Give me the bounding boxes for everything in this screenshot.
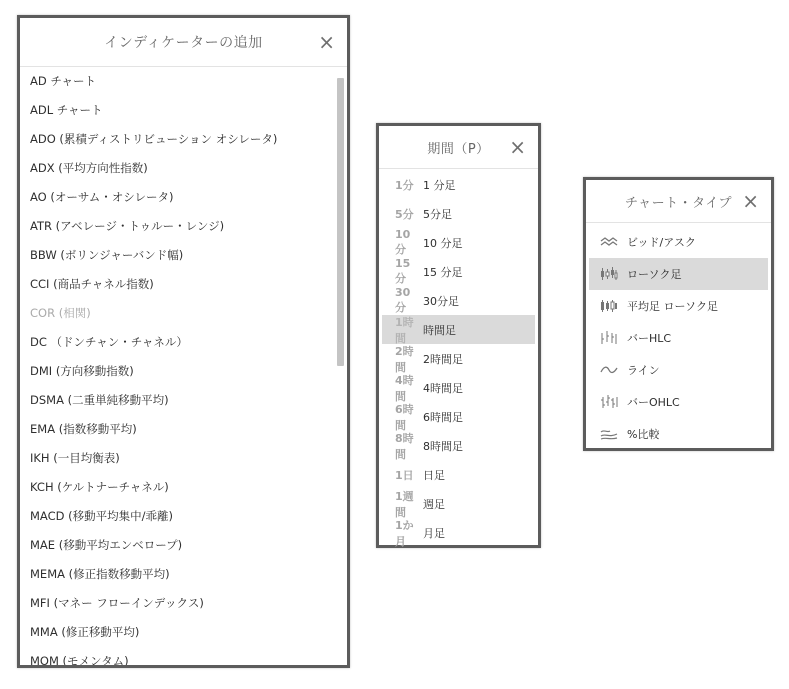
chart-type-label: ライン (627, 364, 660, 377)
period-dialog-title: 期間（P） (427, 141, 490, 157)
period-item[interactable] (382, 286, 535, 315)
period-item[interactable] (382, 431, 535, 460)
chart-type-item[interactable] (589, 418, 768, 450)
period-item[interactable] (382, 460, 535, 489)
indicator-item[interactable]: EMA (指数移動平均) (30, 422, 137, 436)
indicator-item[interactable]: AO (オーサム・オシレータ) (30, 190, 174, 204)
chart-type-label: バーOHLC (627, 396, 680, 409)
period-item[interactable] (382, 373, 535, 402)
heikin-ashi-icon (600, 299, 618, 313)
period-item[interactable] (382, 489, 535, 518)
period-item[interactable] (382, 170, 535, 199)
chart-type-item[interactable] (589, 258, 768, 290)
percent-compare-icon (600, 427, 618, 441)
indicator-item[interactable]: CCI (商品チャネル指数) (30, 277, 154, 291)
period-item[interactable] (382, 228, 535, 257)
chart-type-dialog-header (586, 180, 771, 223)
period-label: 2時間足 (423, 352, 463, 366)
period-label: 30分足 (423, 294, 459, 308)
close-icon[interactable]: × (509, 135, 526, 159)
period-item[interactable] (382, 257, 535, 286)
indicator-item[interactable]: ADO (累積ディストリビューション オシレータ) (30, 132, 278, 146)
period-key: 2時間 (395, 344, 414, 374)
chart-type-label: バーHLC (627, 332, 672, 345)
indicator-dialog (17, 15, 350, 668)
period-label: 8時間足 (423, 439, 463, 453)
period-key: 15分 (395, 257, 411, 285)
chart-type-item[interactable] (589, 386, 768, 418)
bid-ask-icon (600, 235, 618, 249)
indicator-item[interactable]: MMA (修正移動平均) (30, 625, 140, 639)
indicator-dialog-header (20, 18, 347, 67)
period-key: 10分 (395, 228, 411, 256)
indicator-item[interactable]: ADX (平均方向性指数) (30, 161, 148, 175)
period-list (379, 169, 538, 547)
period-label: 週足 (423, 497, 445, 511)
period-item[interactable] (382, 518, 535, 547)
chart-type-list (586, 223, 771, 450)
period-dialog-header (379, 126, 538, 169)
indicator-list[interactable] (20, 67, 333, 665)
period-label: 4時間足 (423, 381, 463, 395)
indicator-item[interactable]: MEMA (修正指数移動平均) (30, 567, 170, 581)
chart-type-label: ビッド/アスク (627, 236, 696, 249)
indicator-item[interactable]: AD チャート (30, 74, 97, 88)
period-label: 5分足 (423, 207, 452, 221)
chart-type-label: ローソク足 (627, 268, 682, 281)
period-label: 15 分足 (423, 265, 463, 279)
period-dialog (376, 123, 541, 548)
indicator-item[interactable]: DC （ドンチャン・チャネル） (30, 335, 188, 349)
period-label: 月足 (423, 526, 445, 540)
period-item[interactable] (382, 199, 535, 228)
indicator-item[interactable]: MACD (移動平均集中/乖離) (30, 509, 173, 523)
chart-type-item[interactable] (589, 354, 768, 386)
period-item[interactable] (382, 402, 535, 431)
bar-ohlc-icon (600, 395, 618, 409)
indicator-item[interactable]: DMI (方向移動指数) (30, 364, 134, 378)
indicator-item[interactable]: ADL チャート (30, 103, 103, 117)
indicator-item: COR (相関) (30, 306, 91, 320)
scrollbar-thumb[interactable] (337, 78, 344, 366)
period-key: 5分 (395, 207, 414, 221)
period-key: 1時間 (395, 315, 414, 345)
indicator-item[interactable]: KCH (ケルトナーチャネル) (30, 480, 169, 494)
period-key: 1週間 (395, 489, 414, 519)
indicator-item[interactable]: DSMA (二重単純移動平均) (30, 393, 169, 407)
indicator-item[interactable]: BBW (ボリンジャーバンド幅) (30, 248, 184, 262)
period-key: 4時間 (395, 373, 414, 403)
indicator-item[interactable]: ATR (アベレージ・トゥルー・レンジ) (30, 219, 225, 233)
period-item[interactable] (382, 344, 535, 373)
candlestick-icon (600, 267, 618, 281)
indicator-item[interactable]: MAE (移動平均エンベロープ) (30, 538, 183, 552)
period-key: 30分 (395, 286, 411, 314)
period-label: 6時間足 (423, 410, 463, 424)
close-icon[interactable]: × (742, 189, 759, 213)
period-key: 8時間 (395, 431, 414, 461)
chart-type-item[interactable] (589, 322, 768, 354)
chart-type-item[interactable] (589, 290, 768, 322)
period-label: 1 分足 (423, 178, 456, 192)
indicator-item[interactable]: MFI (マネー フローインデックス) (30, 596, 204, 610)
period-key: 1分 (395, 178, 414, 192)
chart-type-dialog-title: チャート・タイプ (625, 195, 732, 211)
period-key: 1日 (395, 468, 414, 482)
chart-type-label: %比較 (627, 428, 660, 441)
line-icon (600, 363, 618, 377)
period-label: 10 分足 (423, 236, 463, 250)
chart-type-item[interactable] (589, 226, 768, 258)
chart-type-dialog (583, 177, 774, 451)
indicator-item[interactable]: MOM (モメンタム) (30, 654, 129, 665)
period-key: 1か月 (395, 518, 414, 548)
indicator-dialog-title: インディケーターの追加 (104, 35, 263, 51)
period-item[interactable] (382, 315, 535, 344)
period-label: 日足 (423, 468, 445, 482)
indicator-item[interactable]: IKH (一目均衡表) (30, 451, 120, 465)
bar-hlc-icon (600, 331, 618, 345)
chart-type-label: 平均足 ローソク足 (627, 300, 718, 313)
period-label: 時間足 (423, 323, 456, 337)
close-icon[interactable]: × (318, 30, 335, 54)
period-key: 6時間 (395, 402, 414, 432)
